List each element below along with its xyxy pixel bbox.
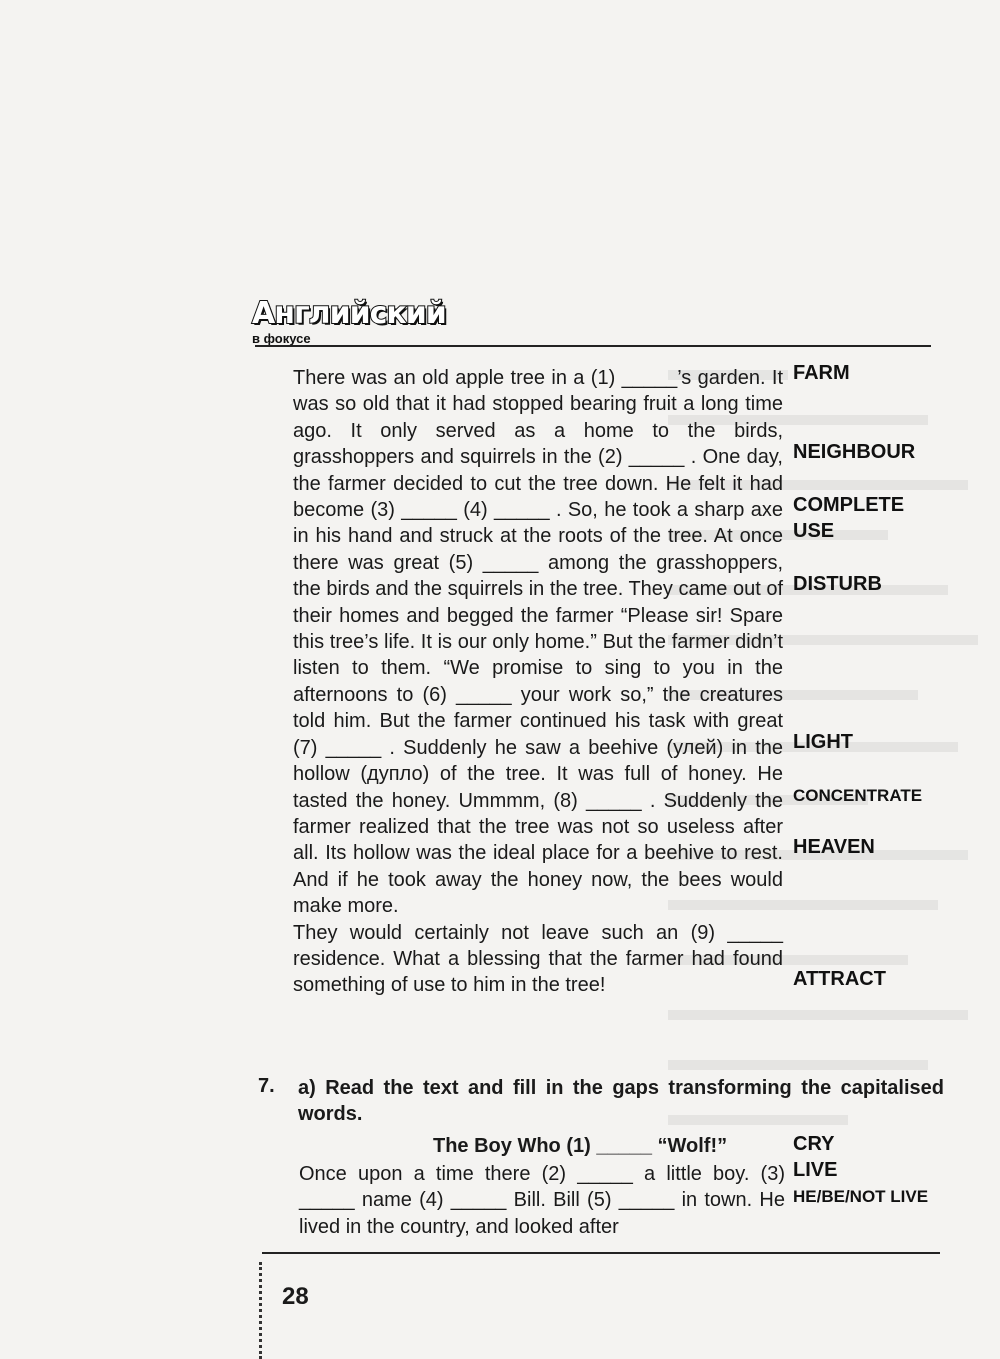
story-title: The Boy Who (1) _____ “Wolf!”: [433, 1135, 728, 1157]
exercise-7-text: [299, 1161, 785, 1240]
exercise-6-paragraph-1: There was an old apple tree in a (1) _____’s garden. It was so old that it had stopped bearing fruit a long time ago. It only served as a home to the birds, grasshoppers and squirrels in the (2) _____ . One day, the farmer decided to cut the tree down. He felt it had become (3) _____ (4) _____ . So, he took a sharp axe in his hand and struck at the roots of the tree. At once there was great (5) _____ among the grasshoppers, the birds and the squirrels in the tree. They came out of their homes and begged the farmer “Please sir! Spare this tree’s life. It is our only home.” But the farmer didn’t listen to them. “We promise to sing to you in the afternoons to (6) _____ your work so,” the creatures told him. But the farmer continued his task with great (7) _____ . Suddenly he saw a beehive (улей) in the hollow (дупло) of the tree. It was full of honey. He tasted the honey. Ummmm, (8) _____ . Suddenly the farmer realized that the tree was not so useless after all. Its hollow was the ideal place for a beehive to rest. And if he took away the honey now, the bees would make more.: [293, 367, 783, 918]
exercise-6-text: [293, 365, 783, 999]
keyword-8: HEAVEN: [793, 836, 875, 858]
header-rule: [255, 345, 931, 347]
page-number: 28: [282, 1283, 309, 1310]
keyword-6: LIGHT: [793, 731, 853, 753]
keyword-live: LIVE: [793, 1159, 838, 1181]
keyword-5: DISTURB: [793, 573, 882, 595]
keyword-3: COMPLETE: [793, 494, 905, 516]
exercise-7-number: 7.: [258, 1075, 275, 1097]
keyword-4: USE: [793, 520, 835, 542]
exercise-7-paragraph: Once upon a time there (2) _____ a little boy. (3) _____ name (4) _____ Bill. Bill (5) _____ in town. He lived in the country, and looked after: [299, 1163, 785, 1238]
keyword-2: NEIGHBOUR: [793, 441, 916, 463]
logo-title: Английский: [252, 296, 446, 331]
keyword-1: FARM: [793, 362, 850, 384]
series-logo: [252, 296, 446, 356]
keyword-he-be-not-live: HE/BE/NOT LIVE: [793, 1187, 929, 1206]
footer-dotted-border: [259, 1262, 262, 1359]
logo-subtitle: в фокусе: [252, 331, 311, 346]
keyword-9: ATTRACT: [793, 968, 886, 990]
footer-rule: [262, 1252, 940, 1254]
keyword-cry: CRY: [793, 1133, 835, 1155]
keyword-7: CONCENTRATE: [793, 786, 923, 805]
exercise-7-instruction: a) Read the text and fill in the gaps transforming the capitalised words.: [298, 1077, 944, 1125]
exercise-6-paragraph-2: They would certainly not leave such an (9) _____ residence. What a blessing that the farmer had found something of use to him in the tree!: [293, 921, 783, 997]
